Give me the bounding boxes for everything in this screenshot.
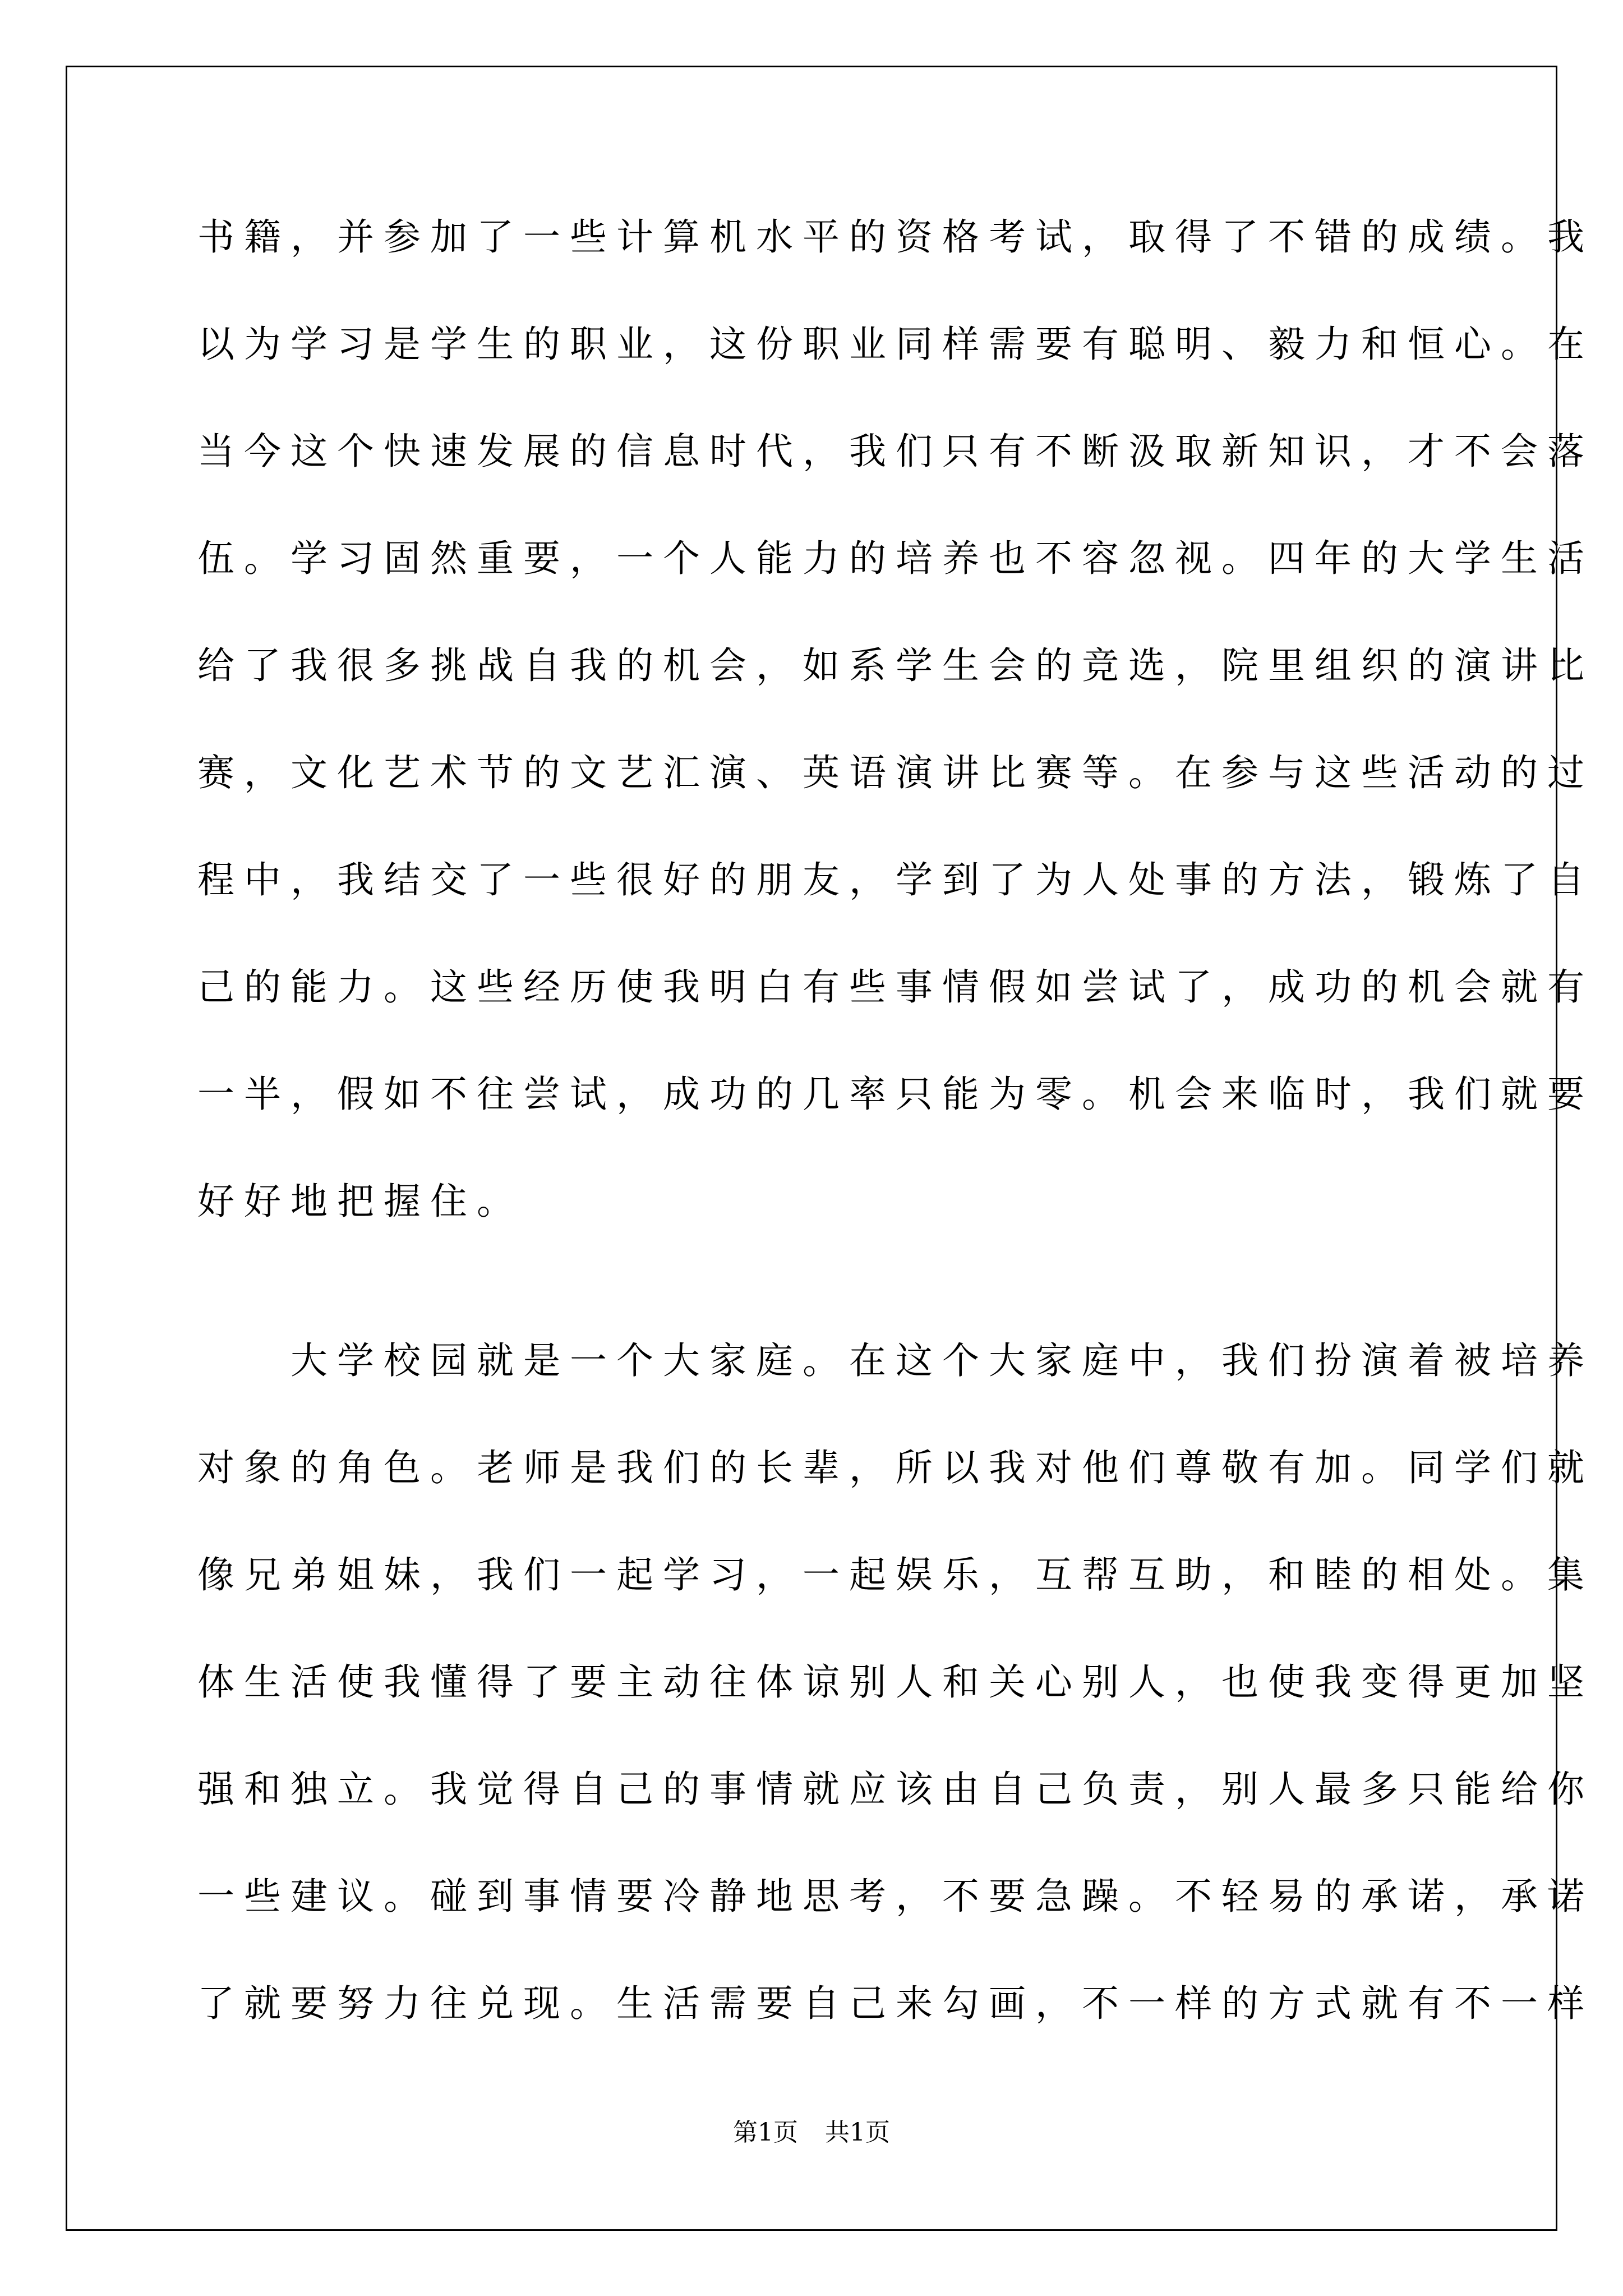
text-line: 大学校园就是一个大家庭。在这个大家庭中，我们扮演着被培养 (291, 1339, 1594, 1382)
text-line: 书籍，并参加了一些计算机水平的资格考试，取得了不错的成绩。我 (197, 215, 1594, 259)
page-footer (0, 2116, 1623, 2150)
text-line: 强和独立。我觉得自己的事情就应该由自己负责，别人最多只能给你 (197, 1768, 1594, 1811)
text-line: 一半，假如不往尝试，成功的几率只能为零。机会来临时，我们就要 (197, 1073, 1594, 1116)
document-body (197, 208, 1594, 2081)
text-line: 程中，我结交了一些很好的朋友，学到了为人处事的方法，锻炼了自 (197, 858, 1594, 901)
text-line: 像兄弟姐妹，我们一起学习，一起娱乐，互帮互助，和睦的相处。集 (197, 1553, 1594, 1596)
text-line: 己的能力。这些经历使我明白有些事情假如尝试了，成功的机会就有 (197, 965, 1594, 1009)
text-line: 体生活使我懂得了要主动往体谅别人和关心别人，也使我变得更加坚 (197, 1660, 1594, 1704)
text-line: 以为学习是学生的职业，这份职业同样需要有聪明、毅力和恒心。在 (197, 323, 1594, 366)
text-line: 对象的角色。老师是我们的长辈，所以我对他们尊敬有加。同学们就 (197, 1446, 1594, 1489)
text-line: 给了我很多挑战自我的机会，如系学生会的竞选，院里组织的演讲比 (197, 644, 1594, 687)
text-line: 了就要努力往兑现。生活需要自己来勾画，不一样的方式就有不一样 (197, 1982, 1594, 2025)
text-line: 当今这个快速发展的信息时代，我们只有不断汲取新知识，才不会落 (197, 430, 1594, 473)
page-total: 共1页 (825, 2118, 890, 2147)
text-line: 伍。学习固然重要，一个人能力的培养也不容忽视。四年的大学生活 (197, 537, 1594, 580)
text-line: 赛，文化艺术节的文艺汇演、英语演讲比赛等。在参与这些活动的过 (197, 751, 1594, 794)
text-line: 好好地把握住。 (197, 1180, 523, 1223)
paragraph-gap (197, 1279, 1437, 1331)
page-number: 第1页 (733, 2118, 798, 2147)
text-line: 一些建议。碰到事情要冷静地思考，不要急躁。不轻易的承诺，承诺 (197, 1875, 1594, 1918)
